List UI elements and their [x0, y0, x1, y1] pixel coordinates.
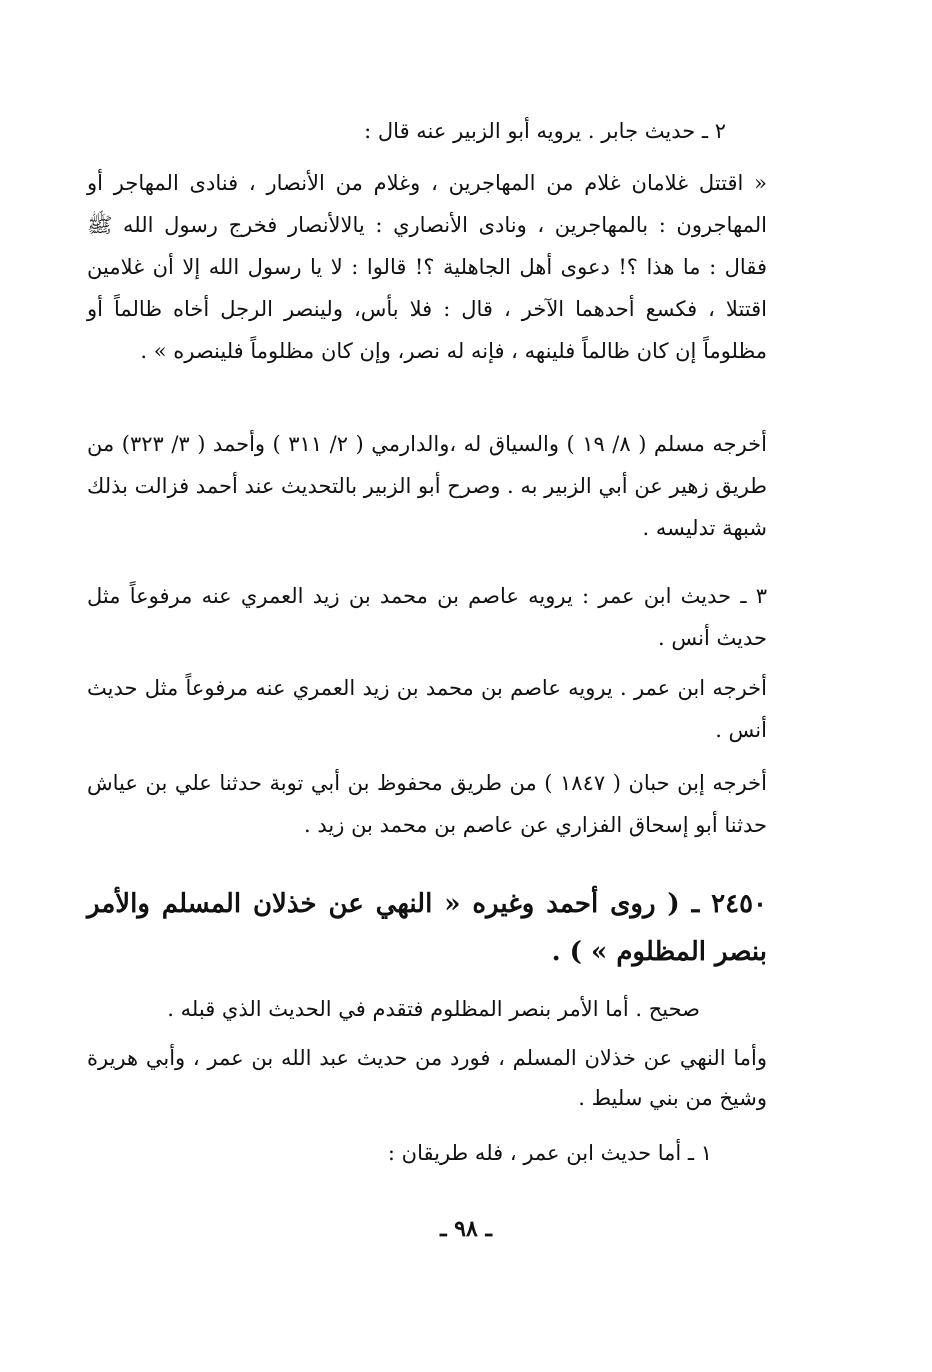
- ibn-umar-turuq: ١ ـ أما حديث ابن عمر ، فله طريقان :: [387, 1141, 712, 1165]
- takhrij-muslim: أخرجه مسلم ( ٨/ ١٩ ) والسياق له ،والدارمي ( ٢/ ٣١١ ) وأحمد ( ٣/ ٣٢٣) من طريق زهير عن أبي الزبير به . وصرح أبو الزبير بالتحديث عند أحمد فزالت بذلك شبهة تدليسه .: [87, 432, 767, 540]
- takhrij-ibn-hibban: أخرجه إبن حبان ( ١٨٤٧ ) من طريق محفوظ بن أبي توبة حدثنا علي بن عياش حدثنا أبو إسحاق الفزاري عن عاصم بن محمد بن زيد .: [87, 771, 768, 837]
- page-number: ـ ٩٨ ـ: [440, 1216, 492, 1242]
- grading-sahih: صحيح . أما الأمر بنصر المظلوم فتقدم في الحديث الذي قبله .: [167, 997, 700, 1021]
- nahy-khidhlan-paragraph: وأما النهي عن خذلان المسلم ، فورد من حديث عبد الله بن عمر ، وأبي هريرة وشيخ من بني سليط .: [87, 1046, 767, 1110]
- hadith-2450-heading: ٢٤٥٠ ـ ( روى أحمد وغيره « النهي عن خذلان المسلم والأمر بنصر المظلوم » ) .: [87, 889, 767, 967]
- hadith-jabir-heading: ٢ ـ حديث جابر . يرويه أبو الزبير عنه قال :: [364, 119, 726, 143]
- hadith-ibn-umar-heading: ٣ ـ حديث ابن عمر : يرويه عاصم بن محمد بن زيد العمري عنه مرفوعاً مثل حديث أنس .: [87, 584, 767, 650]
- takhrij-ibn-umar: أخرجه ابن عمر . يرويه عاصم بن محمد بن زيد العمري عنه مرفوعاً مثل حديث أنس .: [87, 676, 767, 742]
- hadith-jabir-text: « اقتتل غلامان غلام من المهاجرين ، وغلام من الأنصار ، فنادى المهاجر أو المهاجرون : بالمهاجرين ، ونادى الأنصاري : يالالأنصار فخرج رسول الله ﷺ فقال : ما هذا ؟! دعوى أهل الجاهلية ؟! قالوا : لا يا رسول الله إلا أن غلامين اقتتلا ، فكسع أحدهما الآخر ، قال : فلا بأس، ولينصر الرجل أخاه ظالماً أو مظلوماً إن كان ظالماً فلينهه ، فإنه له نصر، وإن كان مظلوماً فلينصره » .: [87, 171, 767, 363]
